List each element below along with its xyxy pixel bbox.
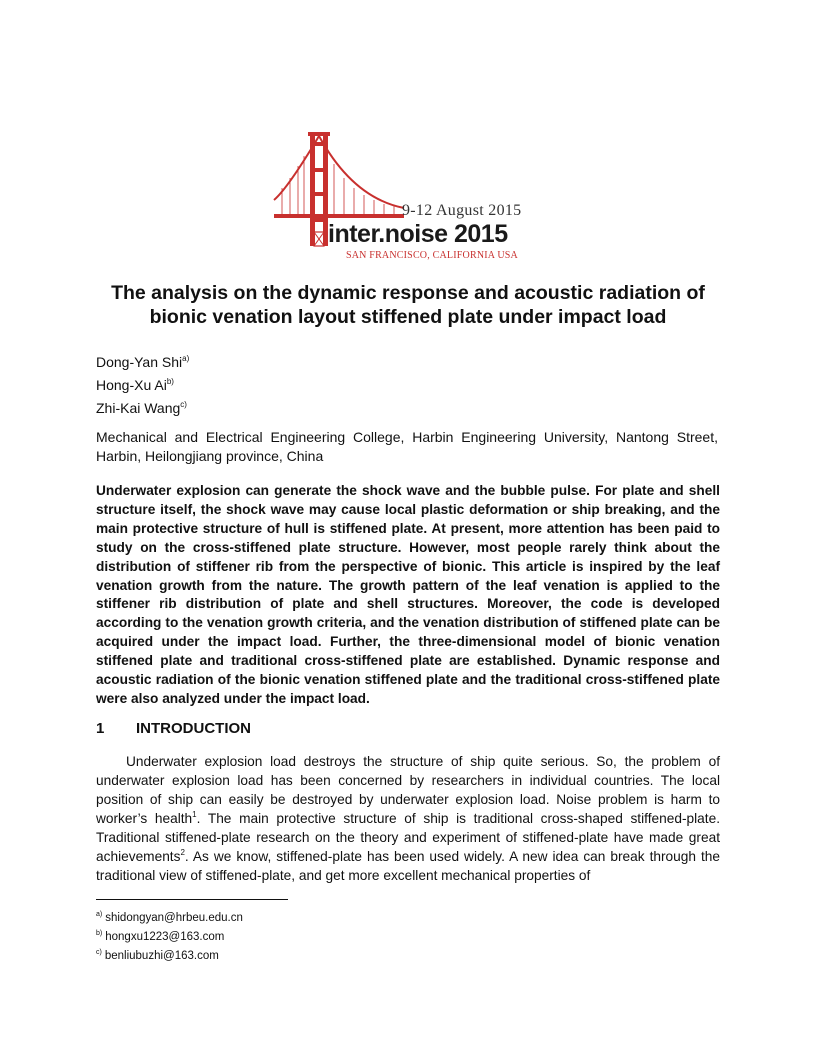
section-title: INTRODUCTION [136, 720, 251, 737]
footnote-email: hongxu1223@163.com [105, 931, 225, 943]
logo-conference-name: inter.noise 2015 [328, 220, 508, 248]
conference-logo [268, 128, 548, 268]
author-name: Dong-Yan Shi [96, 354, 183, 370]
footnote [96, 907, 243, 926]
footnote-divider [96, 899, 288, 900]
footnote-mark: b) [96, 930, 103, 937]
footnote [96, 926, 243, 945]
author-mark: b) [166, 377, 174, 386]
author-name: Zhi-Kai Wang [96, 400, 181, 416]
footnote [96, 945, 243, 964]
author [96, 395, 189, 418]
author-mark: c) [180, 400, 187, 409]
citation-ref: 2 [180, 848, 185, 857]
body-text-segment: . As we know, stiffened-plate has been used widely. A new idea can break through the traditional view of stiffened-plate, and get more excellent mechanical properties of [96, 849, 720, 883]
paper-title: The analysis on the dynamic response and acoustic radiation of bionic venation layout stiffened plate under impact load [111, 282, 705, 328]
section-number: 1 [96, 720, 105, 737]
citation-ref: 1 [192, 810, 197, 819]
author [96, 349, 189, 372]
body-text-segment: . The main protective structure of ship is traditional cross-shaped stiffened-plate. Traditional stiffened-plate research on the theory and experiment of stiffened-plate have made great achievements [96, 811, 721, 864]
footnote-email: benliubuzhi@163.com [104, 950, 219, 962]
affiliation: Mechanical and Electrical Engineering College, Harbin Engineering University, Nantong Street, Harbin, Heilongjiang province, China [96, 429, 718, 464]
logo-dates: 9-12 August 2015 [402, 202, 522, 219]
footnote-mark: c) [96, 949, 102, 956]
footnotes [96, 907, 243, 964]
body-paragraph [96, 752, 720, 885]
body-text-segment: Underwater explosion load destroys the structure of ship quite serious. So, the problem of underwater explosion load has been concerned by researchers in individual countries. The local position of ship can easily be destroyed by underwater explosion load. Noise problem is harm to worker’s health [96, 754, 720, 826]
footnote-email: shidongyan@hrbeu.edu.cn [105, 912, 243, 924]
section-heading [96, 720, 251, 737]
author-mark: a) [182, 354, 190, 363]
author [96, 372, 189, 395]
logo-city: SAN FRANCISCO, CALIFORNIA USA [346, 250, 518, 261]
abstract: Underwater explosion can generate the shock wave and the bubble pulse. For plate and shell structure itself, the shock wave may cause local plastic deformation or ship breaking, and the main protective structure of hull is stiffened plate. At present, more attention has been paid to study on the cross-stiffened plate structure. However, most people rarely think about the distribution of stiffener rib from the perspective of bionic. This article is inspired by the leaf venation growth from the nature. The growth pattern of the leaf venation is applied to the stiffener rib distribution of plate and shell structures. Moreover, the code is developed according to the venation growth criteria, and the venation distribution of stiffened plate can be acquired under the impact load. Further, the three-dimensional model of bionic venation stiffened plate and traditional cross-stiffened plate are established. Dynamic response and acoustic radiation of the bionic venation stiffened plate and the traditional cross-stiffened plate were also analyzed under the impact load. [96, 483, 720, 706]
footnote-mark: a) [96, 911, 103, 918]
author-name: Hong-Xu Ai [96, 377, 167, 393]
author-list [96, 349, 189, 418]
